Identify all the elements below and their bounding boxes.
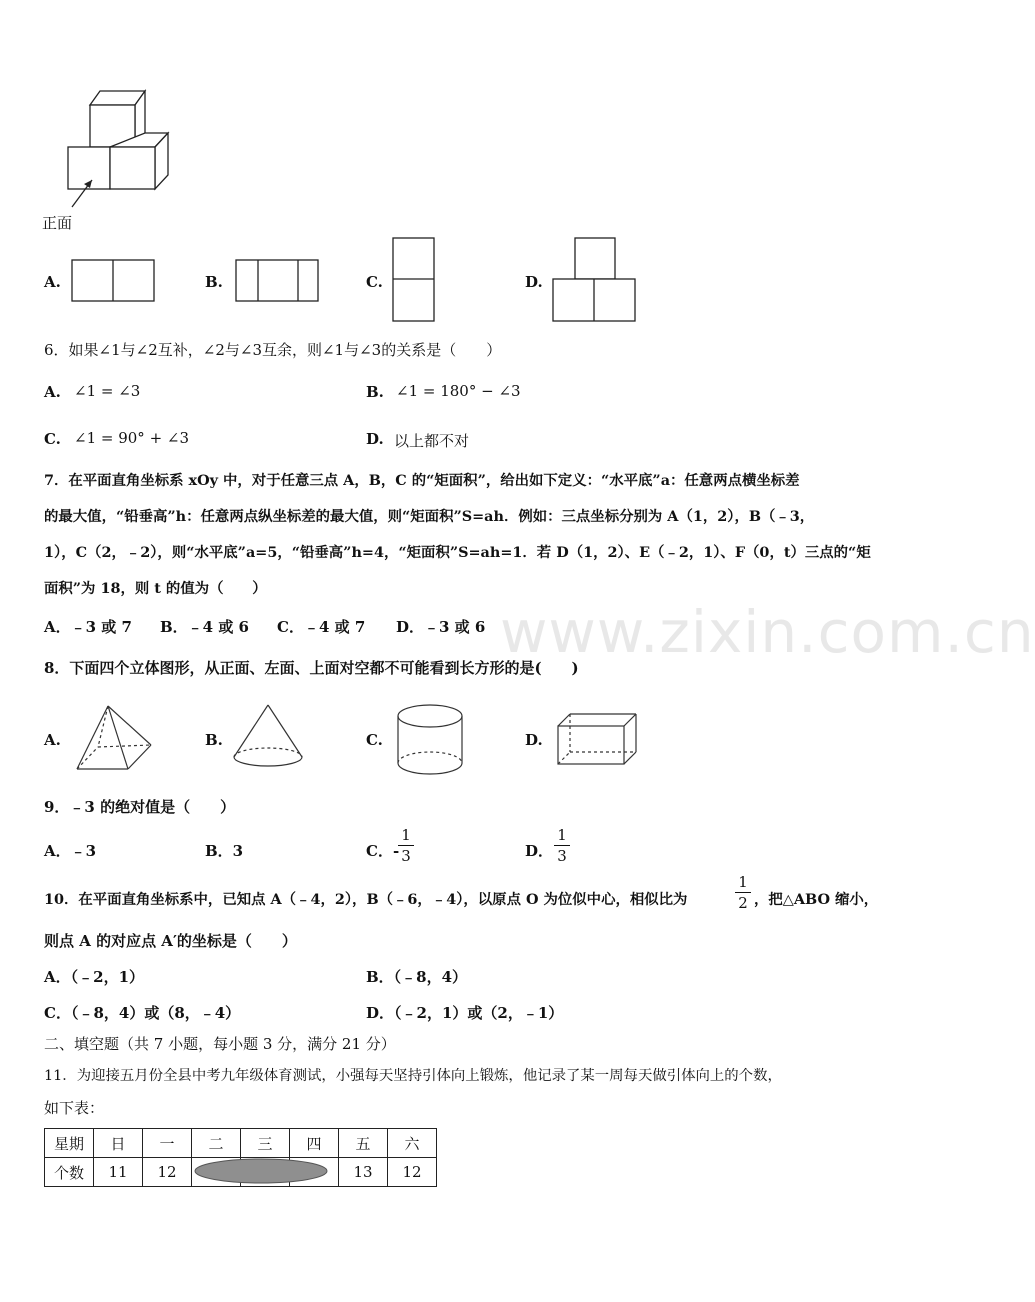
fraction-numerator: 1 [401,826,411,844]
q10-option-d[interactable]: D．（﹣2，1）或（2，﹣1） [366,1004,564,1022]
q9-option-d-fraction [554,826,570,865]
q9-option-c-fraction [398,826,414,865]
q8-option-d-label[interactable]: D. [525,731,543,749]
q7-option-b[interactable]: B．﹣4 或 6 [160,618,249,636]
q5-option-a-label[interactable]: A. [44,273,61,291]
q11-line-2: 如下表： [44,1099,105,1117]
q7-line-2: 的最大值，“铅垂高”h：任意两点纵坐标差的最大值，则“矩面积”S=ah．例如：三点坐标分别为 A（1，2），B（﹣3， [44,508,815,525]
fraction-denominator: 2 [738,894,748,912]
table-header-cell: 六 [388,1129,437,1158]
q5-option-a-figure [70,259,160,309]
q10-option-a[interactable]: A．（﹣2，1） [44,968,145,986]
table-header-cell: 五 [339,1129,388,1158]
q6-option-d-label[interactable]: D. [366,430,384,448]
q10-stem-line-2: 则点 A 的对应点 A′的坐标是（ ） [44,932,297,950]
q6-option-b-label[interactable]: B. [366,383,384,401]
q5-option-c-label[interactable]: C. [366,273,383,291]
q9-option-b[interactable]: B．3 [205,842,244,860]
q9-option-c-label[interactable]: C．- [366,842,400,860]
fraction-denominator: 3 [401,847,411,865]
q7-option-c[interactable]: C．﹣4 或 7 [277,618,366,636]
fraction-numerator: 1 [738,873,748,891]
cuboid-icon [556,712,656,782]
q9-stem: 9．﹣3 的绝对值是（ ） [44,798,236,816]
q7-option-d[interactable]: D．﹣3 或 6 [396,618,486,636]
watermark: www.zixin.com.cn [500,598,1035,666]
table-cell: 12 [388,1158,437,1187]
q8-option-b-label[interactable]: B. [205,731,223,749]
front-label: 正面 [42,214,73,232]
q5-option-d-figure [551,237,641,327]
ink-blot [193,1157,333,1187]
table-cell: 11 [94,1158,143,1187]
q7-line-3: 1），C（2，﹣2），则“水平底”a=5，“铅垂高”h=4，“矩面积”S=ah=1．若 D（1，2）、E（﹣2，1）、F（0，t）三点的“矩 [44,544,871,561]
q6-option-a-label[interactable]: A. [44,383,61,401]
q8-option-a-label[interactable]: A. [44,731,61,749]
q9-option-a[interactable]: A．﹣3 [44,842,97,860]
q8-option-c-label[interactable]: C. [366,731,383,749]
q5-option-b-label[interactable]: B. [205,273,223,291]
pyramid-icon [74,703,164,783]
q6-option-c-label[interactable]: C. [44,430,61,448]
q6-option-a-text: ∠1 = ∠3 [74,382,141,400]
cone-icon [230,703,320,783]
q6-stem: 6．如果∠1与∠2互补，∠2与∠3互余，则∠1与∠3的关系是（ ） [44,341,502,359]
table-cell: 12 [143,1158,192,1187]
fraction-denominator: 3 [557,847,567,865]
table-header-cell: 一 [143,1129,192,1158]
q5-option-b-figure [234,259,324,309]
fraction-numerator: 1 [557,826,567,844]
q6-option-d-text: 以上都不对 [394,432,470,450]
q7-line-4: 面积”为 18，则 t 的值为（ ） [44,580,267,597]
q6-option-c-text: ∠1 = 90° + ∠3 [74,429,190,447]
table-cell: 13 [339,1158,388,1187]
q5-option-d-label[interactable]: D. [525,273,543,291]
table-header-cell: 四 [290,1129,339,1158]
q10-ratio-fraction [735,873,751,912]
section-heading: 二、填空题（共 7 小题，每小题 3 分，满分 21 分） [44,1035,396,1053]
table-cell: 个数 [45,1158,94,1187]
fraction-bar [398,845,414,846]
table-row [45,1129,437,1158]
fraction-bar [735,892,751,893]
q7-option-a[interactable]: A．﹣3 或 7 [44,618,132,636]
q10-stem-end: ，把△ABO 缩小， [754,891,879,908]
q10-option-c[interactable]: C．（﹣8，4）或（8，﹣4） [44,1004,241,1022]
q10-stem-start: 10．在平面直角坐标系中，已知点 A（﹣4，2），B（﹣6，﹣4），以原点 O 为位似中心，相似比为 [44,891,688,908]
q6-option-b-text: ∠1 = 180° − ∠3 [396,382,521,400]
q5-option-c-figure [391,237,441,327]
q7-line-1: 7．在平面直角坐标系 xOy 中，对于任意三点 A，B，C 的“矩面积”，给出如下定义：“水平底”a：任意两点横坐标差 [44,472,800,489]
q10-option-b[interactable]: B．（﹣8，4） [366,968,468,986]
q8-stem: 8．下面四个立体图形，从正面、左面、上面对空都不可能看到长方形的是( ) [44,659,579,677]
cylinder-icon [396,701,476,781]
q11-line-1: 11．为迎接五月份全县中考九年级体育测试，小强每天坚持引体向上锻炼，他记录了某一周每天做引体向上的个数， [44,1068,782,1084]
q9-option-d-label[interactable]: D． [525,842,554,860]
table-header-cell: 星期 [45,1129,94,1158]
table-header-cell: 三 [241,1129,290,1158]
fraction-bar [554,845,570,846]
table-header-cell: 日 [94,1129,143,1158]
table-header-cell: 二 [192,1129,241,1158]
